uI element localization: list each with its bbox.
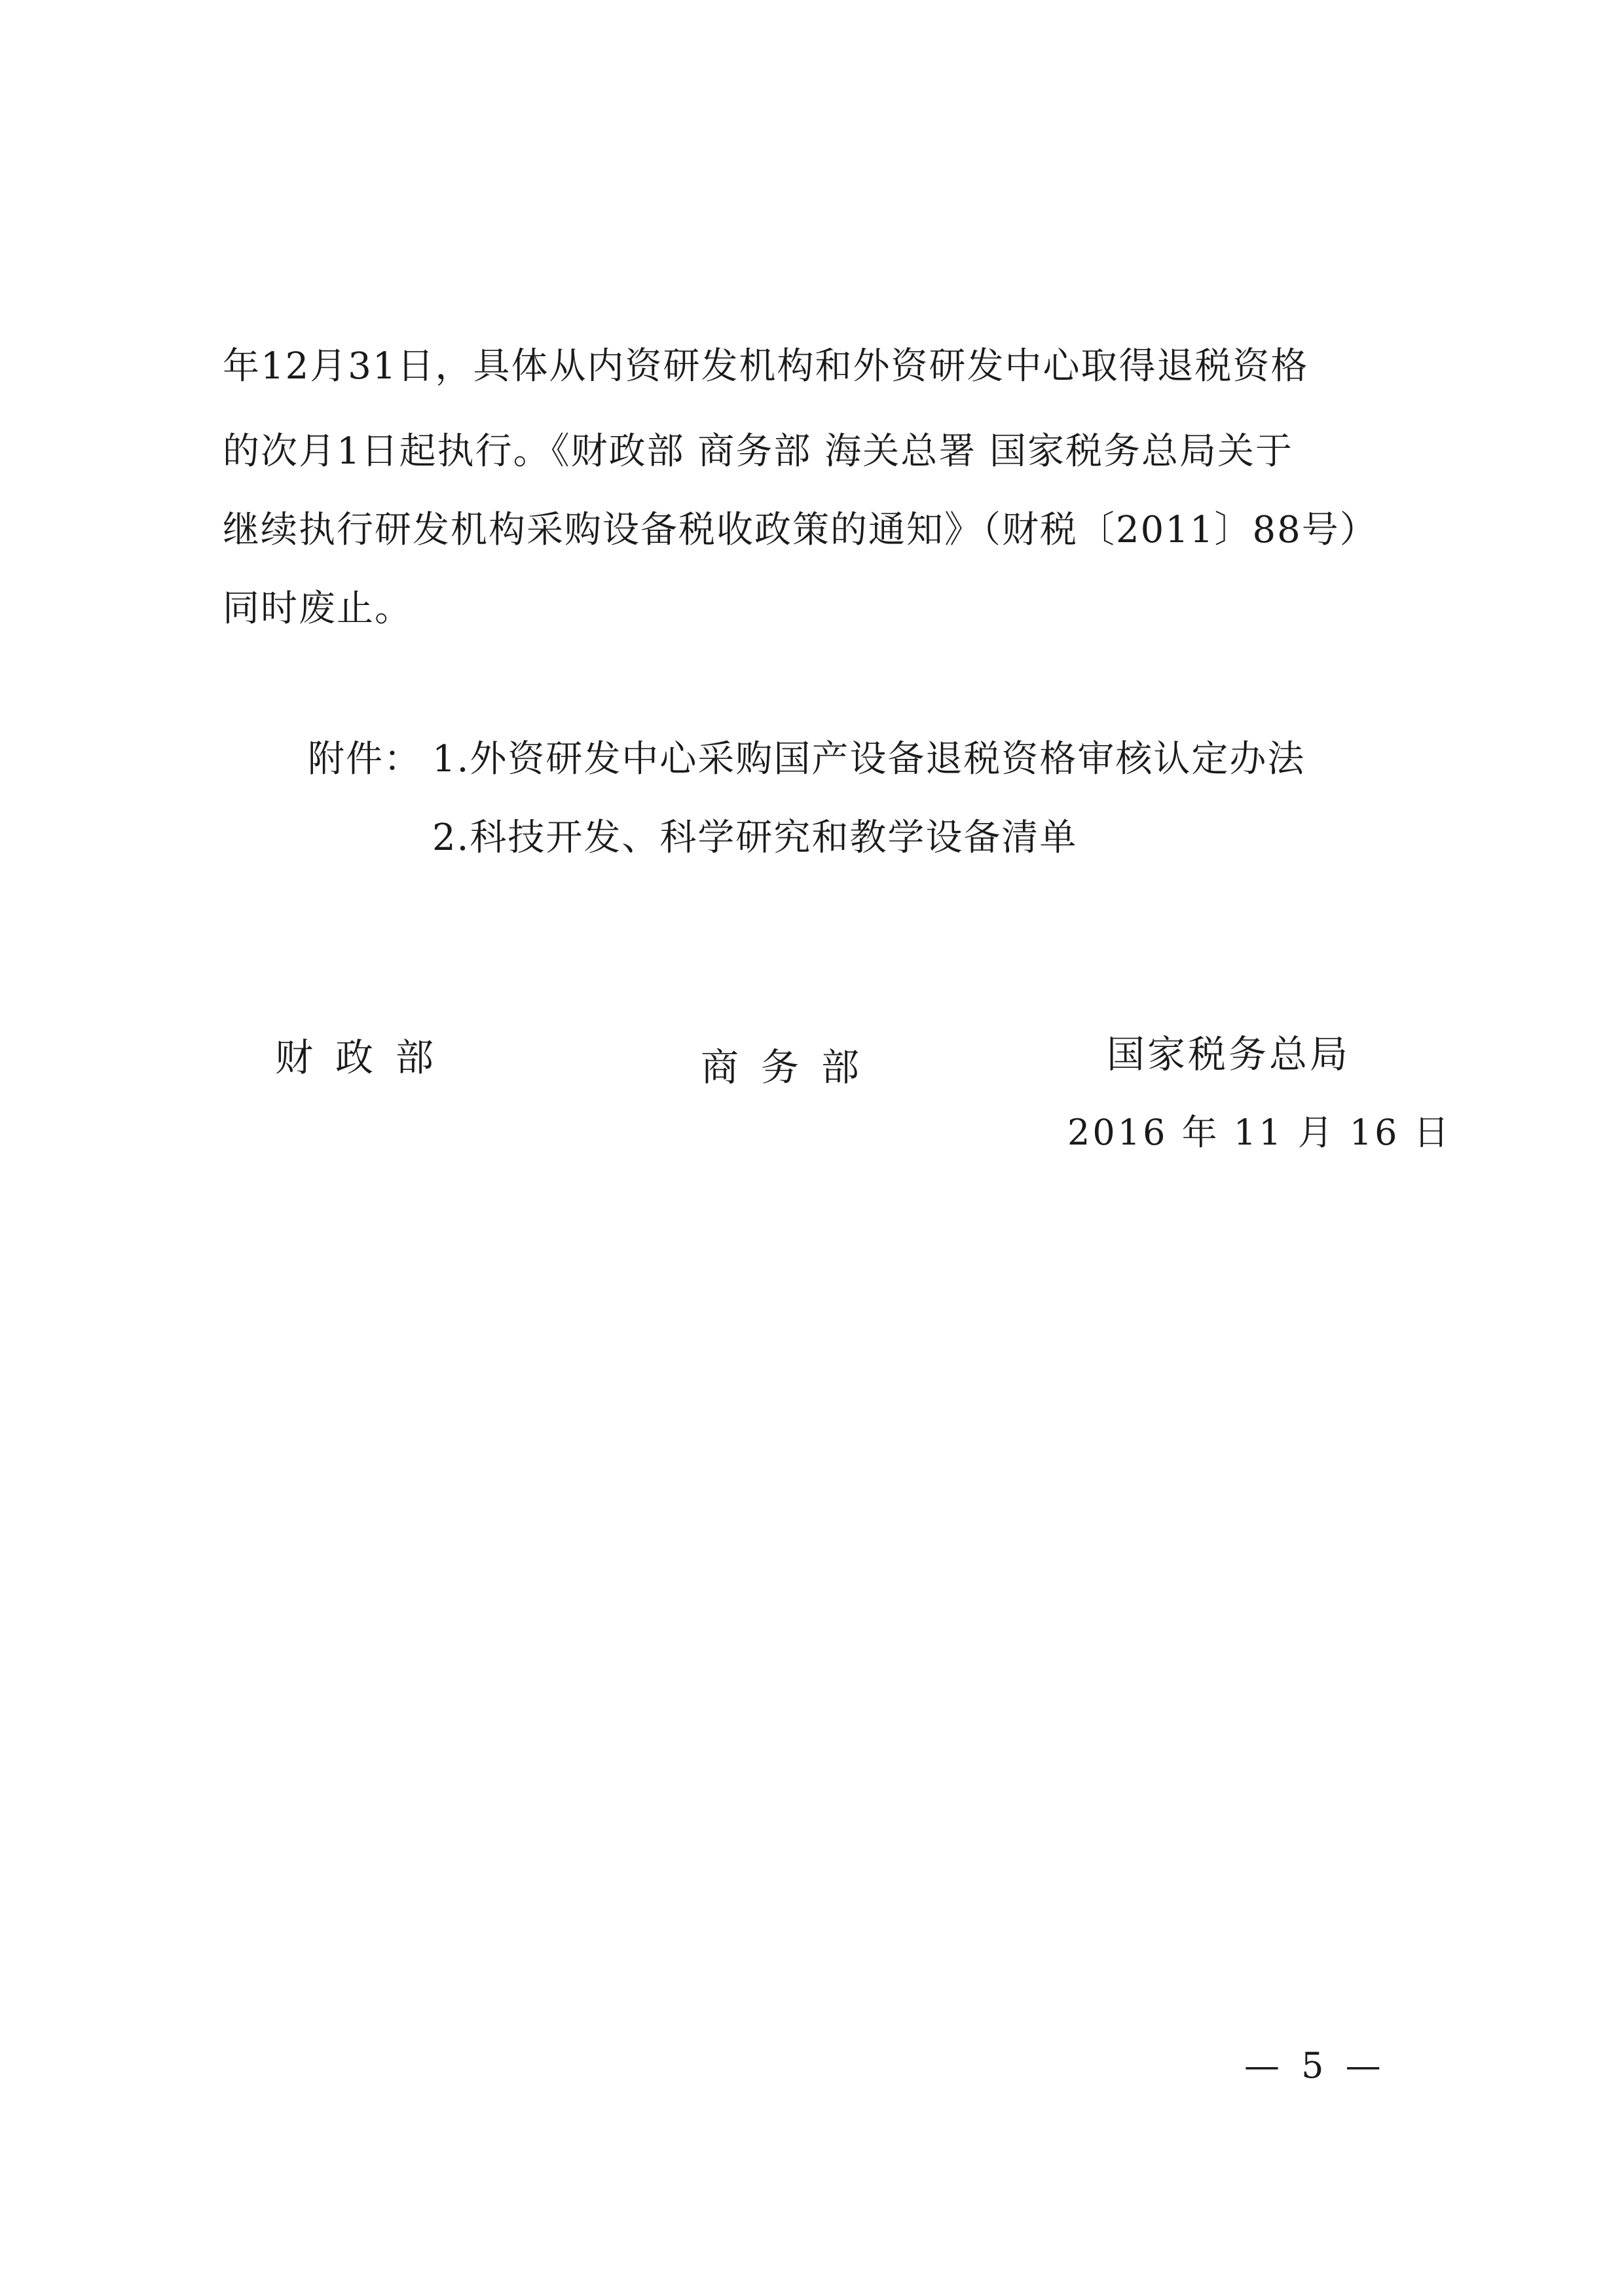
body-line-3: 继续执行研发机构采购设备税收政策的通知》（财税〔2011〕88号） <box>223 509 1378 551</box>
attachments-label: 附件： <box>308 738 422 780</box>
body-line-4: 同时废止。 <box>223 587 413 630</box>
body-line-2: 的次月1日起执行。《财政部 商务部 海关总署 国家税务总局关于 <box>223 430 1294 473</box>
issue-date: 2016 年 11 月 16 日 <box>1067 1112 1452 1153</box>
attachment-item-2: 2.科技开发、科学研究和教学设备清单 <box>432 817 1078 859</box>
page-number: — 5 — <box>1244 2045 1386 2086</box>
signatory-state-taxation-administration: 国家税务总局 <box>1107 1032 1351 1076</box>
signatory-ministry-of-commerce: 商务部 <box>701 1045 882 1090</box>
body-line-1: 年12月31日，具体从内资研发机构和外资研发中心取得退税资格 <box>223 345 1309 388</box>
attachment-item-1: 1.外资研发中心采购国产设备退税资格审核认定办法 <box>432 738 1306 780</box>
signatory-ministry-of-finance: 财政部 <box>275 1035 456 1080</box>
